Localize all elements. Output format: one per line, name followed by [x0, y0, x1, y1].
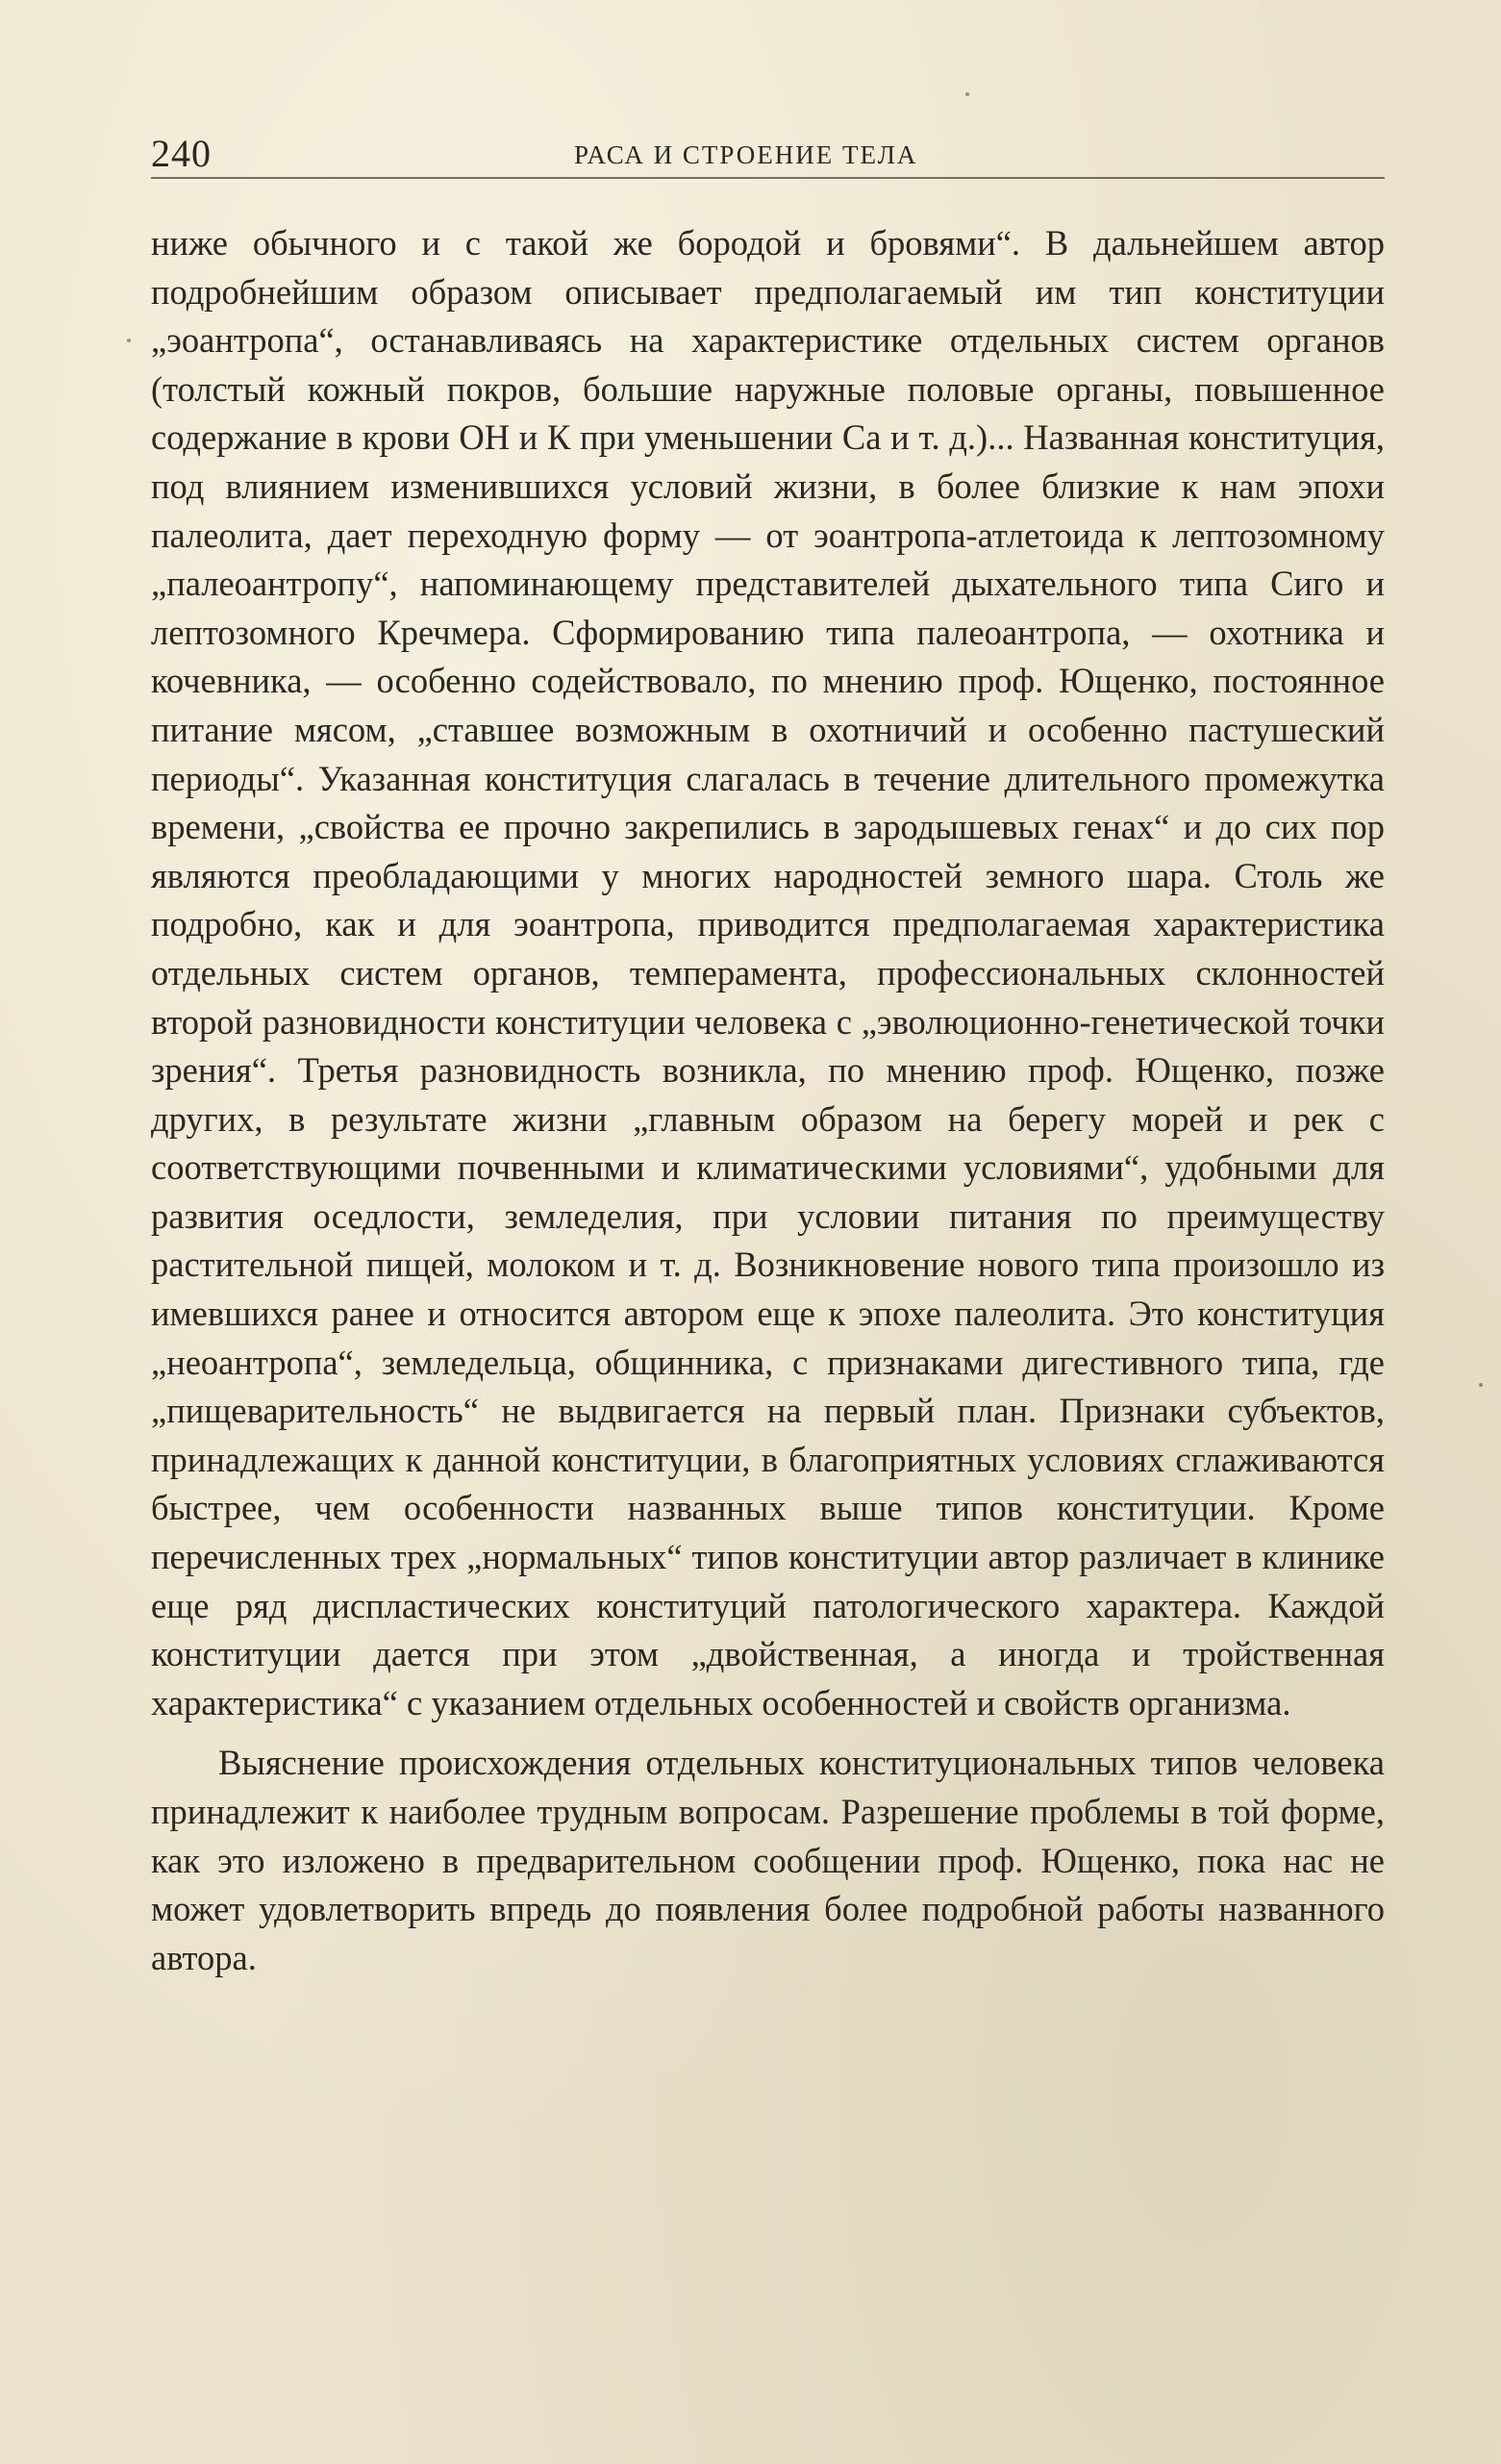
page-number: 240 [151, 132, 212, 175]
body-text [151, 219, 1385, 1982]
paragraph-1: ниже обычного и с такой же бородой и бровями“. В дальнейшем автор подробнейшим образом описывает предполагаемый им тип конституции „эоантропа“, останавливаясь на характеристике отдельных систем органов (толстый кожный покров, большие наружные половые органы, повышенное содержание в крови ОН и К при уменьшении Са и т. д.)... Названная конституция, под влиянием изменившихся условий жизни, в более близкие к нам эпохи палеолита, дает переходную форму — от эоантропа-атлетоида к лептозомному „палеоантропу“, напоминающему представителей дыхательного типа Сиго и лептозомного Кречмера. Сформированию типа палеоантропа, — охотника и кочевника, — особенно содействовало, по мнению проф. Ющенко, постоянное питание мясом, „ставшее возможным в охотничий и особенно пастушеский периоды“. Указанная конституция слагалась в течение длительного промежутка времени, „свойства ее прочно закрепились в зародышевых генах“ и до сих пор являются преобладающими у многих народностей земного шара. Столь же подробно, как и для эоантропа, приводится предполагаемая характеристика отдельных систем органов, темперамента, профессиональных склонностей второй разновидности конституции человека с „эволюционно-генетической точки зрения“. Третья разновидность возникла, по мнению проф. Ющенко, позже других, в результате жизни „главным образом на берегу морей и рек с соответствующими почвенными и климатическими условиями“, удобными для развития оседлости, земледелия, при условии питания по преимуществу растительной пищей, молоком и т. д. Возникновение нового типа произошло из имевшихся ранее и относится автором еще к эпохе палеолита. Это конституция „неоантропа“, земледельца, общинника, с признаками дигестивного типа, где „пищеварительность“ не выдвигается на первый план. Признаки субъектов, принадлежащих к данной конституции, в благоприятных условиях сглаживаются быстрее, чем особенности названных выше типов конституции. Кроме перечисленных трех „нормальных“ типов конституции автор различает в клинике еще ряд диспластических конституций патологического характера. Каждой конституции дается при этом „двойственная, а иногда и тройственная характеристика“ с указанием отдельных особенностей и свойств организма. [151, 223, 1385, 1722]
running-title: РАСА И СТРОЕНИЕ ТЕЛА [574, 140, 918, 169]
print-speck [1479, 1383, 1483, 1387]
header-rule [151, 177, 1385, 179]
print-speck [965, 92, 969, 96]
paragraph-2: Выяснение происхождения отдельных конституциональных типов человека принадлежит к наиболее трудным вопросам. Разрешение проблемы в той форме, как это изложено в предварительном сообщении проф. Ющенко, пока нас не может удовлетворить впредь до появления более подробной работы названного автора. [151, 1743, 1385, 1977]
print-speck [127, 339, 131, 342]
page-header [151, 123, 1385, 181]
